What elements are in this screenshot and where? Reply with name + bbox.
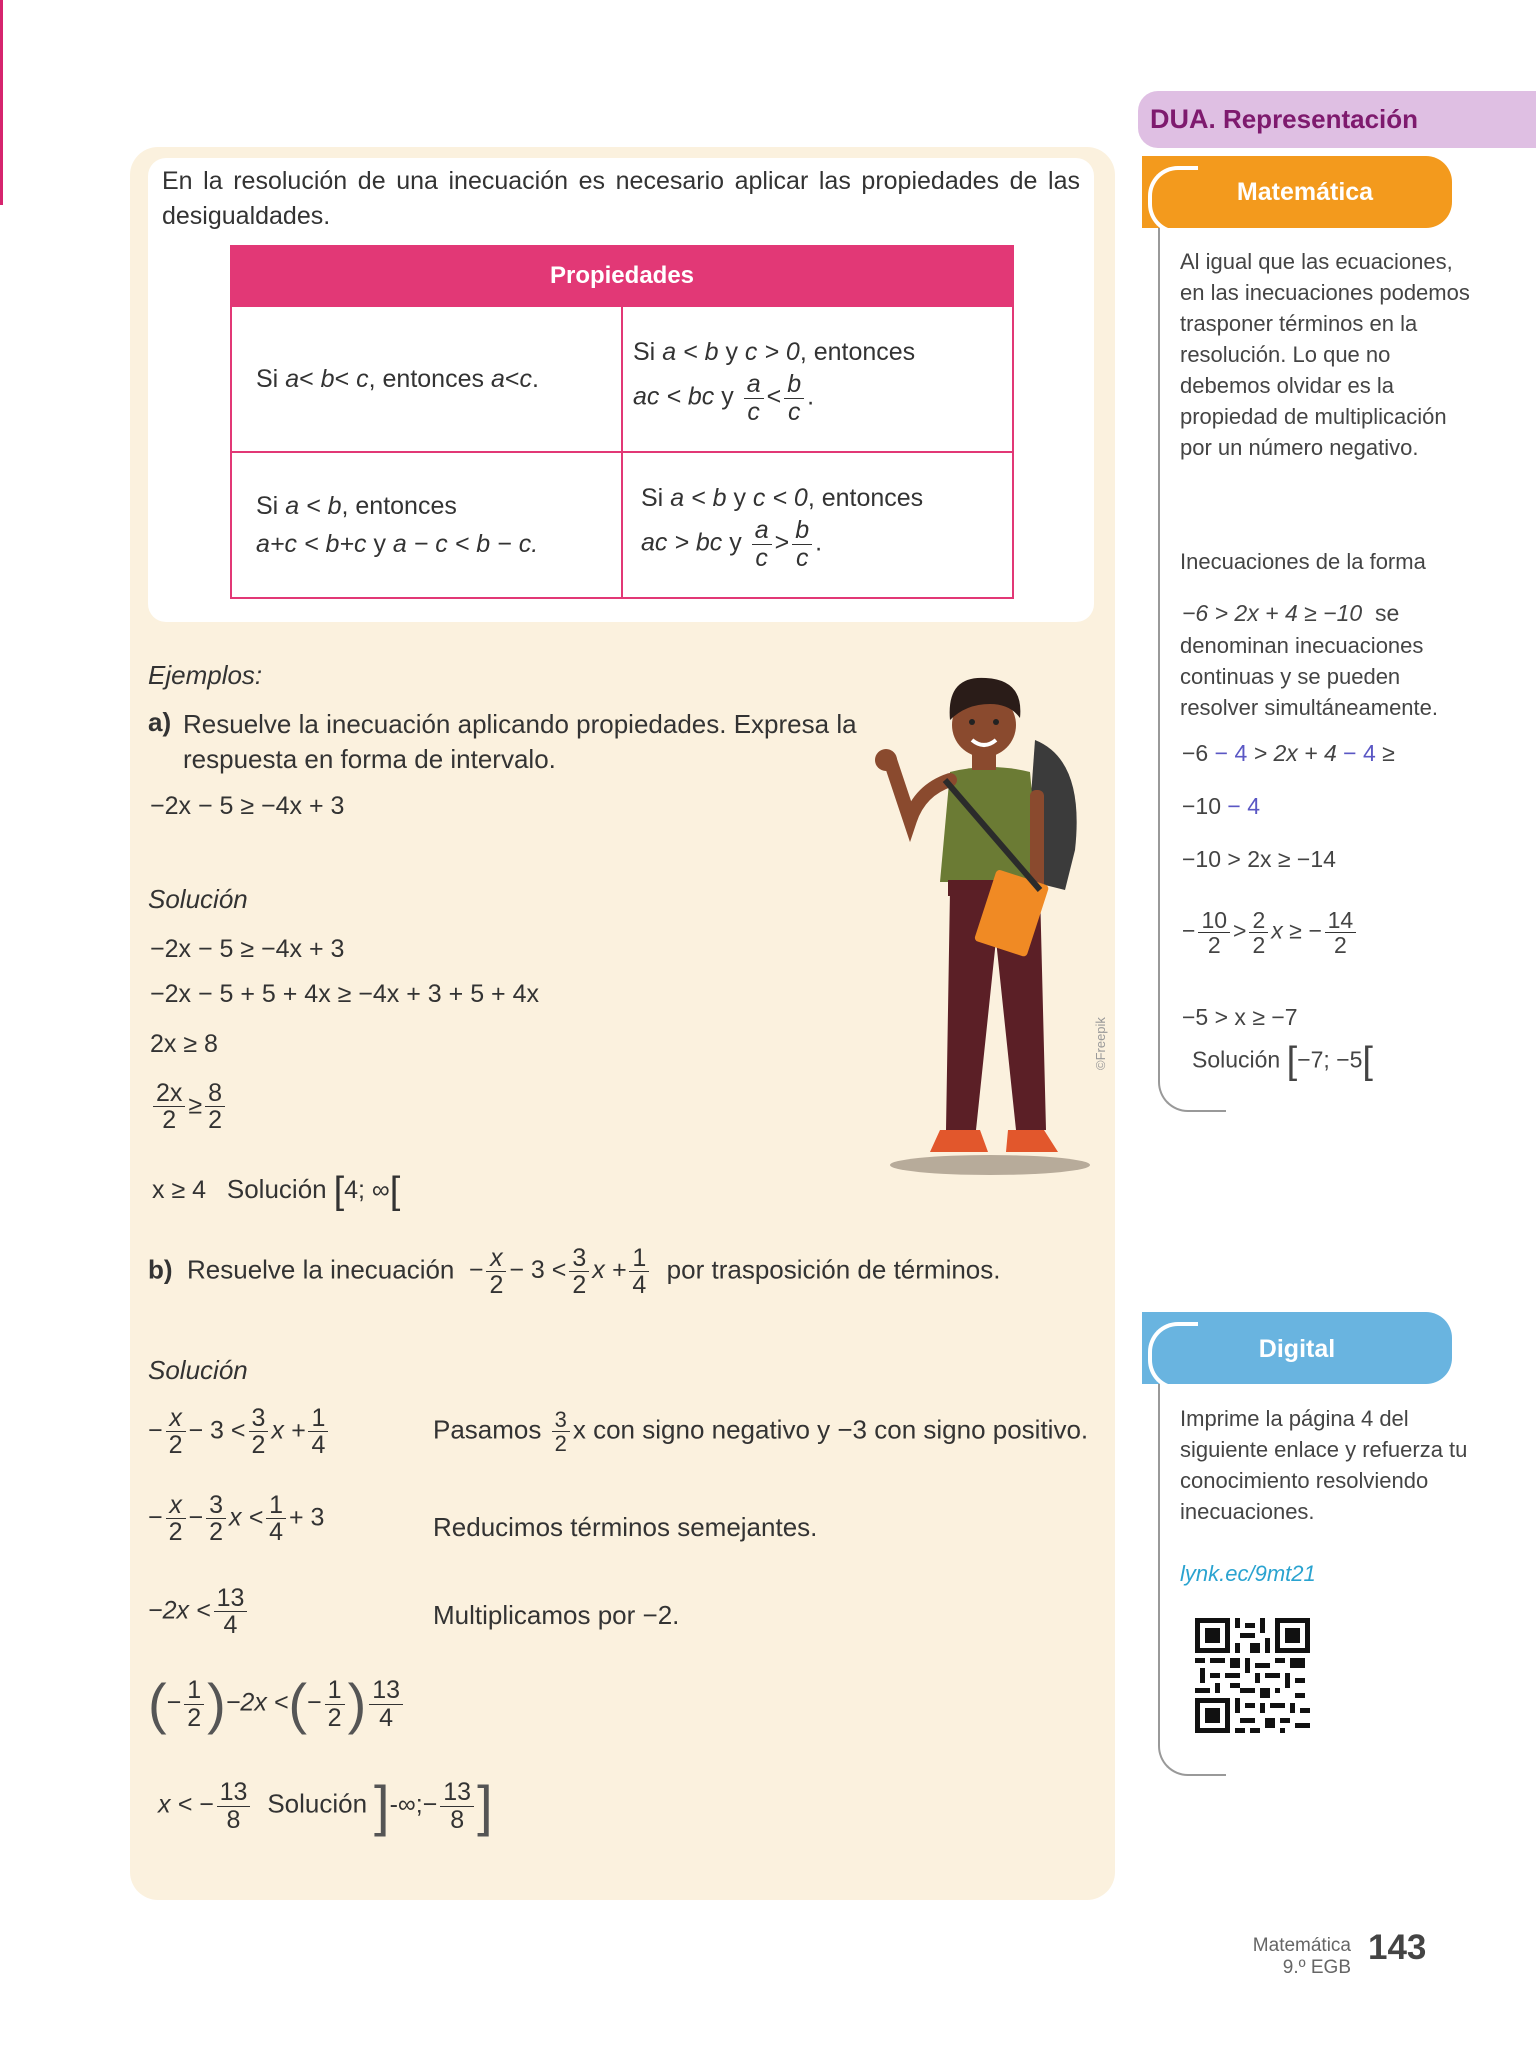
example-a-label: a) bbox=[148, 707, 172, 737]
footer-subject: Matemática 9.º EGB bbox=[1252, 1935, 1351, 1978]
solution-b-title: Solución bbox=[148, 1355, 248, 1385]
note-b-3: Multiplicamos por −2. bbox=[433, 1600, 680, 1630]
side-text-1: Al igual que las ecuaciones, en las inecuaciones podemos trasponer términos en la resolución. Lo que no debemos olvidar es la propiedad de multiplicación por un número negativo. bbox=[1180, 249, 1470, 460]
property-3: Si a < b, entonces a+c < b+c y a − c < b − c. bbox=[231, 452, 622, 598]
side-math-1: −6 > 2x + 4 ≥ −10 se bbox=[1182, 600, 1400, 626]
qr-code-icon[interactable] bbox=[1195, 1618, 1310, 1733]
properties-header: Propiedades bbox=[231, 246, 1013, 306]
step-a-1: −2x − 5 ≥ −4x + 3 bbox=[150, 935, 345, 963]
side-text-2: Inecuaciones de la forma bbox=[1180, 549, 1426, 574]
step-b-5: x < − $\frac{13}{8}$ Solución ]-∞;− $\frac{13}{8}$ ] bbox=[158, 1774, 493, 1837]
example-b: b) Resuelve la inecuación − $\frac{x}{2}$ − 3 < $\frac{3}{2}$ x + $\frac{1}{4}$ por trasposición de términos. bbox=[148, 1244, 1001, 1300]
properties-table bbox=[230, 245, 1014, 599]
side-text-3: denominan inecuaciones continuas y se pueden resolver simultáneamente. bbox=[1180, 633, 1439, 720]
side-math-5: − $\frac{10}{2}$ > $\frac{2}{2}$ x ≥ − $\frac{14}{2}$ bbox=[1182, 908, 1359, 957]
intro-text: En la resolución de una inecuación es necesario aplicar las propiedades de las desigualdades. bbox=[162, 167, 1080, 230]
step-a-4: $\frac{2x}{2}$ ≥ $\frac{8}{2}$ bbox=[150, 1080, 228, 1134]
step-b-4: (− $\frac{1}{2}$ )−2x <(− $\frac{1}{2}$ ) $\frac{13}{4}$ bbox=[148, 1676, 406, 1732]
step-a-2: −2x − 5 + 5 + 4x ≥ −4x + 3 + 5 + 4x bbox=[150, 980, 539, 1008]
edge-bar bbox=[0, 0, 3, 205]
step-b-2: − $\frac{x}{2}$ − $\frac{3}{2}$ x < $\frac{1}{4}$ + 3 bbox=[148, 1491, 325, 1547]
note-b-1: Pasamos $\frac{3}{2}$ x con signo negativo y −3 con signo positivo. bbox=[433, 1407, 1089, 1457]
examples-title: Ejemplos: bbox=[148, 660, 263, 690]
side-math-4: −10 > 2x ≥ −14 bbox=[1182, 846, 1336, 872]
side-math-7: Solución [−7; −5[ bbox=[1192, 1040, 1373, 1082]
step-b-3: −2x < $\frac{13}{4}$ bbox=[148, 1585, 250, 1639]
digital-link[interactable]: lynk.ec/9mt21 bbox=[1180, 1561, 1316, 1586]
example-a-inequation: −2x − 5 ≥ −4x + 3 bbox=[150, 792, 345, 820]
image-credit: ©Freepik bbox=[1093, 1017, 1108, 1070]
side-math-2: −6 − 4 > 2x + 4 − 4 ≥ bbox=[1182, 740, 1395, 766]
tab-digital-label: Digital bbox=[1258, 1335, 1336, 1363]
dua-title: DUA. Representación bbox=[1150, 104, 1419, 134]
step-b-1: − $\frac{x}{2}$ − 3 < $\frac{3}{2}$ x + $\frac{1}{4}$ bbox=[148, 1405, 331, 1459]
tab-matematica-label: Matemática bbox=[1236, 178, 1374, 206]
result-a: x ≥ 4 Solución [4; ∞[ bbox=[152, 1170, 401, 1212]
step-a-3: 2x ≥ 8 bbox=[150, 1030, 218, 1058]
side-math-3: −10 − 4 bbox=[1182, 793, 1261, 819]
student-illustration bbox=[860, 660, 1100, 1180]
side-text-4: Imprime la página 4 del siguiente enlace y refuerza tu conocimiento resolviendo inecuaciones. bbox=[1180, 1406, 1468, 1524]
property-1: Si a< b< c, entonces a<c. bbox=[231, 306, 622, 452]
note-b-2: Reducimos términos semejantes. bbox=[433, 1512, 818, 1542]
solution-a-title: Solución bbox=[148, 884, 248, 914]
property-4: Si a < b y c < 0, entonces ac > bc y $\frac{a}{c}$ > $\frac{b}{c}$ . bbox=[622, 452, 1013, 598]
example-a-statement: Resuelve la inecuación aplicando propiedades. Expresa la respuesta en forma de intervalo. bbox=[183, 709, 857, 774]
page-number: 143 bbox=[1368, 1928, 1427, 1967]
side-math-6: −5 > x ≥ −7 bbox=[1182, 1004, 1298, 1030]
property-2: Si a < b y c > 0, entonces ac < bc y $\frac{a}{c}$ < $\frac{b}{c}$ . bbox=[622, 306, 1013, 452]
